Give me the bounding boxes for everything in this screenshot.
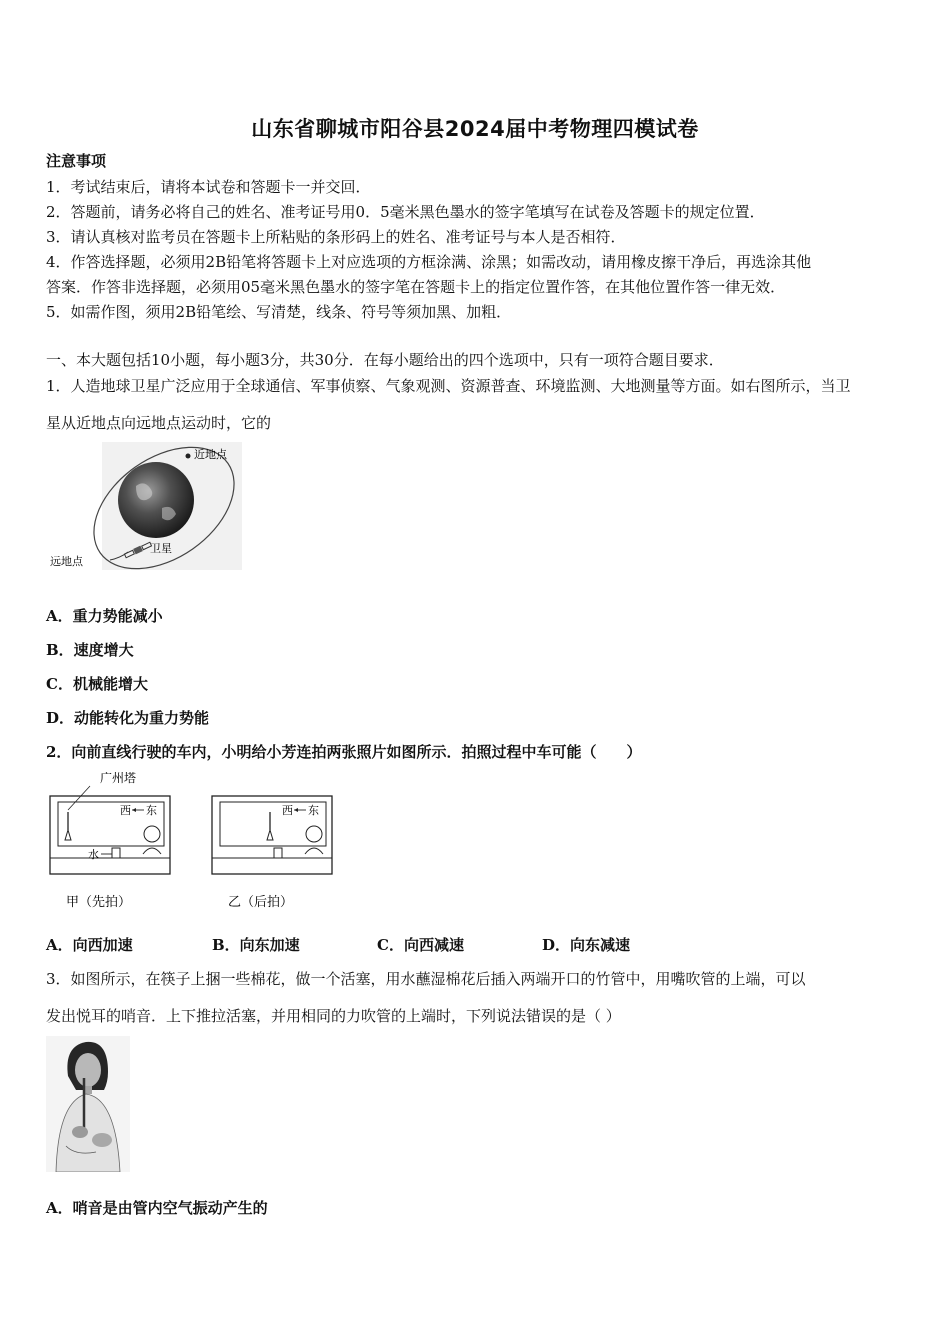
option-d: D．动能转化为重力势能 [46,709,210,727]
water-cup-icon [112,848,120,858]
apogee-label: 远地点 [50,555,83,568]
water-cup-icon [274,848,282,858]
satellite-label: 卫星 [150,542,172,555]
tower-label: 广州塔 [100,772,137,785]
question-3-stem: 3．如图所示，在筷子上捆一些棉花，做一个活塞，用水蘸湿棉花后插入两端开口的竹管中，用嘴吹管的上端，可以 [46,970,806,988]
east-label: 东 [146,804,157,817]
satellite-orbit-figure [46,442,242,572]
person-icon [306,826,322,842]
west-label: 西 [282,804,293,817]
page-title: 山东省聊城市阳谷县2024届中考物理四模试卷 [251,117,699,141]
person-icon [144,826,160,842]
question-2-stem: 2．向前直线行驶的车内，小明给小芳连拍两张照片如图所示．拍照过程中车可能（ ） [46,743,642,761]
water-label: 水 [88,848,99,861]
question-3-stem-cont: 发出悦耳的哨音．上下推拉活塞，并用相同的力吹管的上端时，下列说法错误的是（ ） [46,1007,621,1025]
east-label: 东 [308,804,319,817]
notice-item: 答案．作答非选择题，必须用05毫米黑色墨水的签字笔在答题卡上的指定位置作答，在其他位置作答一律无效． [46,278,786,296]
notice-item: 4．作答选择题，必须用2B铅笔将答题卡上对应选项的方框涂满、涂黑；如需改动，请用橡皮擦干净后，再选涂其他 [46,253,812,271]
option-a: A．重力势能减小 [46,607,163,625]
caption-a: 甲（先拍） [66,895,132,910]
notice-item: 5．如需作图，须用2B铅笔绘、写清楚，线条、符号等须加黑、加粗． [46,303,512,321]
caption-b: 乙（后拍） [228,895,294,910]
option-d: D．向东减速 [542,936,631,954]
notice-item: 1．考试结束后，请将本试卷和答题卡一并交回． [46,178,371,196]
car-photos-figure [46,772,346,912]
question-1-stem: 1．人造地球卫星广泛应用于全球通信、军事侦察、气象观测、资源普查、环境监测、大地测量等方面。如右图所示，当卫 [46,377,851,395]
perigee-point [186,454,191,459]
photo-a [50,772,170,910]
west-label: 西 [120,804,131,817]
earth-image [118,462,194,538]
perigee-label: 近地点 [194,448,227,461]
question-1-stem-cont: 星从近地点向远地点运动时，它的 [46,414,272,432]
section-heading: 一、本大题包括10小题，每小题3分，共30分．在每小题给出的四个选项中，只有一项符合题目要求． [46,351,724,369]
option-a: A．向西加速 [46,936,133,954]
option-c: C．机械能增大 [46,675,148,693]
option-b: B．速度增大 [46,641,134,659]
option-c: C．向西减速 [377,936,464,954]
whistle-girl-photo [46,1036,130,1172]
face-shape [75,1053,101,1087]
notice-item: 2．答题前，请务必将自己的姓名、准考证号用0．5毫米黑色墨水的签字笔填写在试卷及答题卡的规定位置． [46,203,765,221]
notice-heading: 注意事项 [46,152,107,170]
option-b: B．向东加速 [212,936,300,954]
photo-b [212,796,332,910]
notice-item: 3．请认真核对监考员在答题卡上所粘贴的条形码上的姓名、准考证号与本人是否相符． [46,228,626,246]
option-a: A．哨音是由管内空气振动产生的 [46,1199,268,1217]
